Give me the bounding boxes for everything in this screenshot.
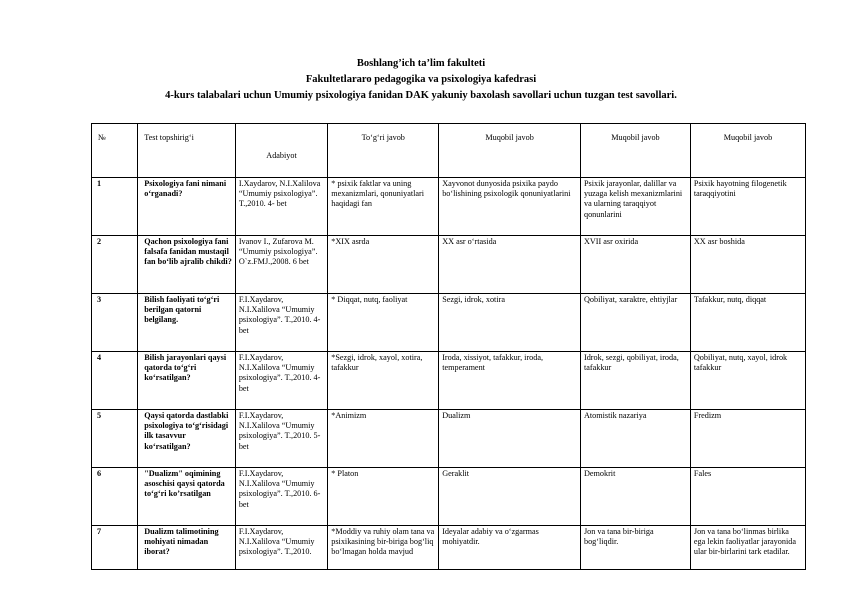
row-alt-answer-3: Qobiliyat, nutq, xayol, idrok tafakkur: [690, 352, 805, 410]
row-source: F.I.Xaydarov, N.I.Xalilova “Umumiy psixologiya”. T.,2010. 5- bet: [235, 410, 327, 468]
document-subtitle: 4-kurs talabalari uchun Umumiy psixologiya fanidan DAK yakuniy baxolash savollari uchun tuzgan test savollari.: [165, 90, 677, 101]
faculty-title: Boshlang’ich ta’lim fakulteti: [356, 58, 486, 69]
row-number: 2: [92, 236, 138, 294]
row-alt-answer-2: Idrok, sezgi, qobiliyat, iroda, tafakkur: [580, 352, 690, 410]
row-correct-answer: *Sezgi, idrok, xayol, xotira, tafakkur: [328, 352, 439, 410]
table-row: [92, 352, 806, 410]
row-correct-answer: *Moddiy va ruhiy olam tana va psixikasining bir-biriga bog‘liq bo‘lmagan holda mavjud: [328, 526, 439, 570]
row-question: Dualizm talimotining mohiyati nimadan iborat?: [138, 526, 236, 570]
row-question: "Dualizm" oqimining asoschisi qaysi qatorda to‘g‘ri ko’rsatilgan: [138, 468, 236, 526]
column-header-question: Test topshirig‘i: [138, 124, 236, 178]
department-title: Fakultetlararo pedagogika va psixologiya kafedrasi: [305, 74, 537, 85]
table-row: [92, 526, 806, 570]
column-header-alt3: Muqobil javob: [690, 124, 805, 178]
row-number: 3: [92, 294, 138, 352]
row-alt-answer-1: Geraklit: [439, 468, 581, 526]
row-number: 1: [92, 178, 138, 236]
row-number: 5: [92, 410, 138, 468]
row-alt-answer-2: Jon va tana bir-biriga bog‘liqdir.: [580, 526, 690, 570]
row-alt-answer-2: Demokrit: [580, 468, 690, 526]
row-alt-answer-1: Iroda, xissiyot, tafakkur, iroda, temperament: [439, 352, 581, 410]
row-source: F.I.Xaydarov, N.I.Xalilova “Umumiy psixologiya”. T.,2010. 4- bet: [235, 352, 327, 410]
column-header-source: Adabiyot: [235, 124, 327, 178]
row-alt-answer-1: Xayvonot dunyosida psixika paydo bo‘lishining psixologik qonuniyatlarini: [439, 178, 581, 236]
row-alt-answer-3: Jon va tana bo‘linmas birlika ega lekin faoliyatlar jarayonida ular bir-birlarini tark etadilar.: [690, 526, 805, 570]
row-alt-answer-1: Ideyalar adabiy va o‘zgarmas mohiyatdir.: [439, 526, 581, 570]
row-correct-answer: *XIX asrda: [328, 236, 439, 294]
row-alt-answer-2: XVII asr oxirida: [580, 236, 690, 294]
column-header-alt2: Muqobil javob: [580, 124, 690, 178]
row-question: Psixologiya fani nimani o‘rganadi?: [138, 178, 236, 236]
row-correct-answer: * Platon: [328, 468, 439, 526]
row-alt-answer-2: Psixik jarayonlar, dalillar va yuzaga kelish mexanizmlarini va ularning taraqqiyot qonunlarini: [580, 178, 690, 236]
row-correct-answer: * psixik faktlar va uning mexanizmlari, qonuniyatlari haqidagi fan: [328, 178, 439, 236]
row-alt-answer-3: Psixik hayotning filogenetik taraqqiyotini: [690, 178, 805, 236]
row-alt-answer-3: Fredizm: [690, 410, 805, 468]
row-number: 7: [92, 526, 138, 570]
row-source: I.Xaydarov, N.I.Xalilova “Umumiy psixologiya”. T.,2010. 4- bet: [235, 178, 327, 236]
row-alt-answer-1: Sezgi, idrok, xotira: [439, 294, 581, 352]
row-number: 6: [92, 468, 138, 526]
column-header-alt1: Muqobil javob: [439, 124, 581, 178]
row-question: Bilish faoliyati to‘g‘ri berilgan qatorni belgilang.: [138, 294, 236, 352]
row-question: Qaysi qatorda dastlabki psixologiya to‘g‘risidagi ilk tasavvur ko‘rsatilgan?: [138, 410, 236, 468]
row-correct-answer: * Diqqat, nutq, faoliyat: [328, 294, 439, 352]
column-header-number: №: [92, 124, 138, 178]
row-alt-answer-3: Fales: [690, 468, 805, 526]
table-row: [92, 236, 806, 294]
row-alt-answer-2: Qobiliyat, xaraktre, ehtiyjlar: [580, 294, 690, 352]
column-header-correct: To‘g‘ri javob: [328, 124, 439, 178]
row-alt-answer-3: XX asr boshida: [690, 236, 805, 294]
row-alt-answer-2: Atomistik nazariya: [580, 410, 690, 468]
row-alt-answer-3: Tafakkur, nutq, diqqat: [690, 294, 805, 352]
row-source: F.I.Xaydarov, N.I.Xalilova “Umumiy psixologiya”. T.,2010. 6- bet: [235, 468, 327, 526]
table-row: [92, 178, 806, 236]
row-question: Qachon psixologiya fani falsafa fanidan mustaqil fan bo‘lib ajralib chikdi?: [138, 236, 236, 294]
row-correct-answer: *Animizm: [328, 410, 439, 468]
row-alt-answer-1: Dualizm: [439, 410, 581, 468]
document-header: [0, 56, 842, 104]
row-source: F.I.Xaydarov, N.I.Xalilova “Umumiy psixologiya”. T.,2010.: [235, 526, 327, 570]
table-row: [92, 294, 806, 352]
table-row: [92, 468, 806, 526]
table-row: [92, 410, 806, 468]
test-questions-table: [91, 123, 806, 570]
row-source: Ivanov I., Zufarova M. “Umumiy psixologiya”. O`z.FMJ.,2008. 6 bet: [235, 236, 327, 294]
row-question: Bilish jarayonlari qaysi qatorda to‘g‘ri ko‘rsatilgan?: [138, 352, 236, 410]
row-number: 4: [92, 352, 138, 410]
table-header-row: [92, 124, 806, 178]
row-source: F.I.Xaydarov, N.I.Xalilova “Umumiy psixologiya”. T.,2010. 4- bet: [235, 294, 327, 352]
row-alt-answer-1: XX asr o‘rtasida: [439, 236, 581, 294]
